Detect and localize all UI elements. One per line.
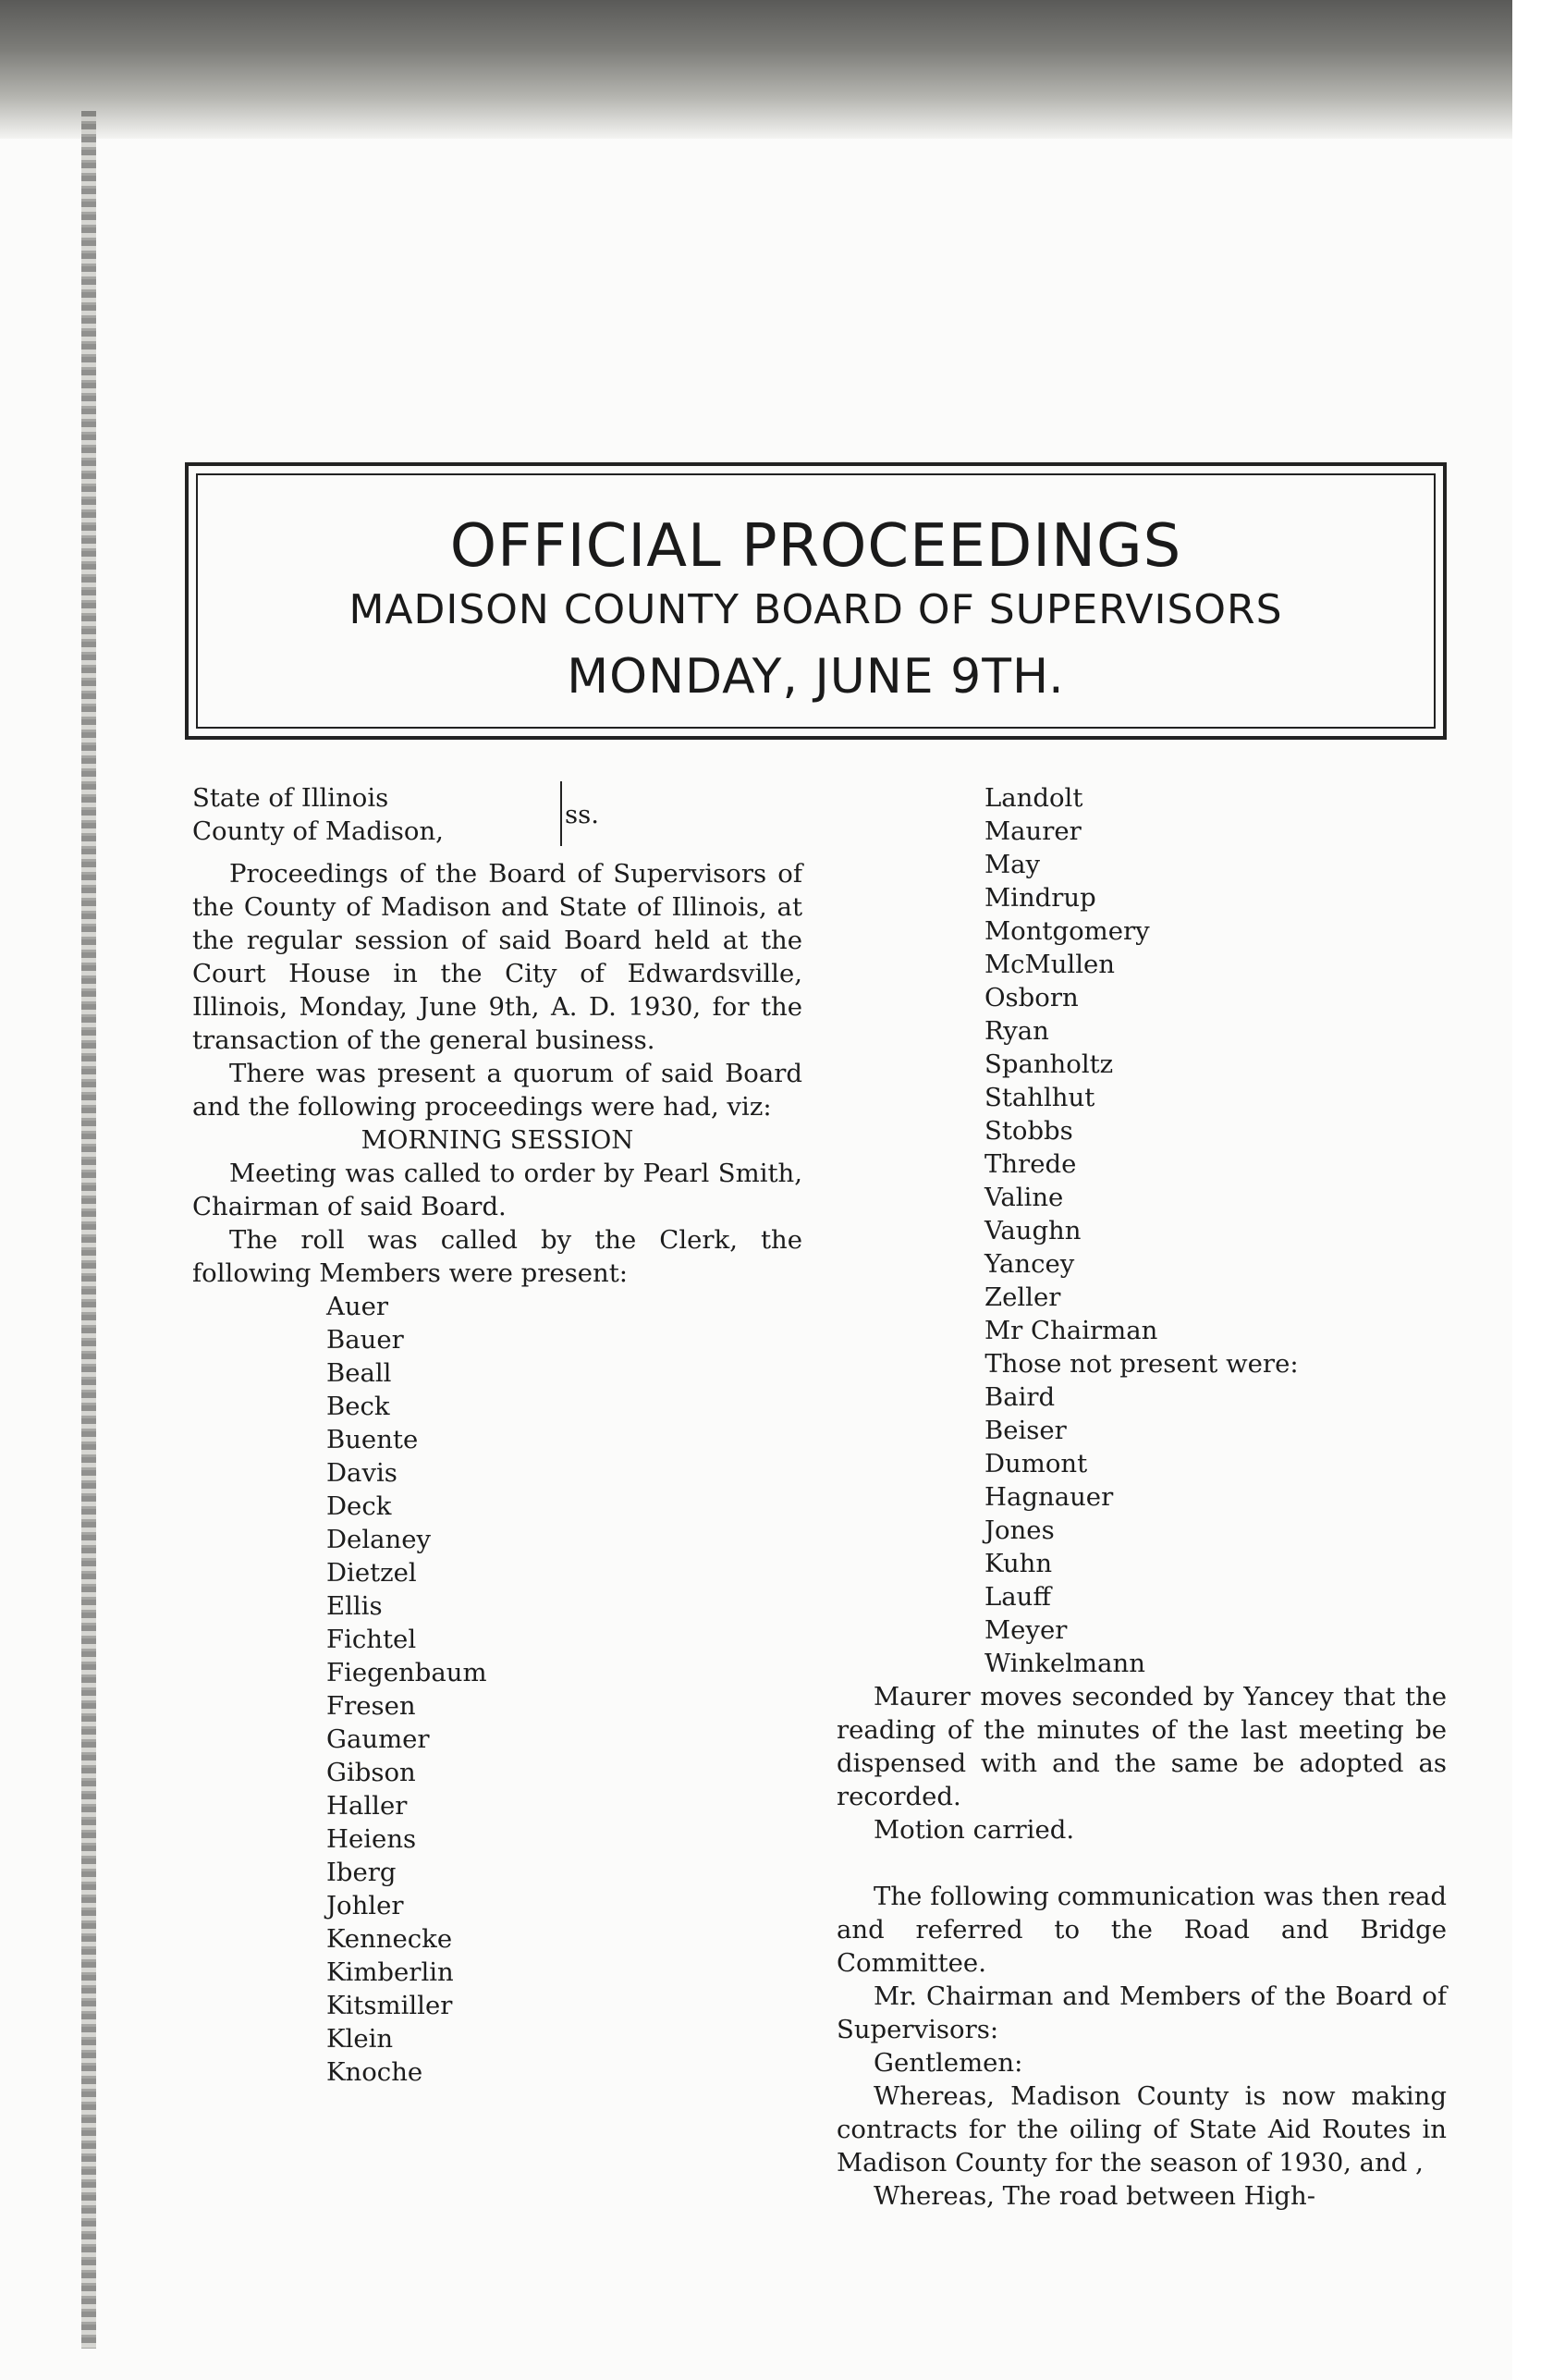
member-name: Ellis xyxy=(326,1591,383,1621)
member-name: Ryan xyxy=(984,1016,1049,1046)
member-name: Beck xyxy=(326,1392,390,1421)
spacer xyxy=(837,1846,1447,1880)
member-name: Mr Chairman xyxy=(984,1316,1158,1345)
member-name: Osborn xyxy=(984,983,1079,1012)
member-name: Fichtel xyxy=(326,1625,417,1654)
member-name: Klein xyxy=(326,2024,394,2054)
member-name: Haller xyxy=(326,1791,408,1821)
venue-county: County of Madison, xyxy=(192,816,444,846)
member-name: Yancey xyxy=(984,1249,1075,1279)
right-column xyxy=(837,781,1447,2213)
meeting-date: MONDAY, JUNE 9TH. xyxy=(567,649,1065,705)
venue-brace xyxy=(551,781,562,846)
member-name: Stahlhut xyxy=(984,1083,1095,1112)
member-name: Spanholtz xyxy=(984,1049,1114,1079)
letter-salutation: Mr. Chairman and Members of the Board of Supervisors: xyxy=(837,1981,1447,2044)
member-name: Dietzel xyxy=(326,1558,417,1588)
absent-heading: Those not present were: xyxy=(984,1349,1299,1379)
motion-paragraph: Maurer moves seconded by Yancey that the reading of the minutes of the last meeting be dispensed with and the same be adopted as recorded. xyxy=(837,1682,1447,1811)
page-subtitle: MADISON COUNTY BOARD OF SUPERVISORS xyxy=(349,586,1283,633)
member-name: Iberg xyxy=(326,1858,397,1887)
title-box xyxy=(185,462,1447,740)
member-name: Stobbs xyxy=(984,1116,1073,1146)
member-name: Delaney xyxy=(326,1525,432,1554)
present-members-list-left xyxy=(192,1290,802,2089)
member-name: Fresen xyxy=(326,1691,416,1721)
absent-member-name: Lauff xyxy=(984,1582,1051,1612)
member-name: Knoche xyxy=(326,2057,423,2087)
intro-paragraph-2: There was present a quorum of said Board and the following proceedings were had, viz: xyxy=(192,1059,802,1122)
member-name: Beall xyxy=(326,1358,392,1388)
member-name: Fiegenbaum xyxy=(326,1658,487,1687)
scan-margin-right xyxy=(1512,0,1553,2380)
member-name: Vaughn xyxy=(984,1216,1082,1245)
member-name: Bauer xyxy=(326,1325,404,1355)
member-name: McMullen xyxy=(984,950,1116,979)
absent-member-name: Dumont xyxy=(984,1449,1088,1478)
member-name: Landolt xyxy=(984,783,1083,813)
member-name: May xyxy=(984,850,1041,879)
member-name: Gaumer xyxy=(326,1724,430,1754)
member-name: Montgomery xyxy=(984,916,1150,946)
member-name: Johler xyxy=(326,1891,404,1920)
absent-members-list xyxy=(837,1380,1447,1680)
intro-paragraph-1: Proceedings of the Board of Supervisors of the County of Madison and State of Illinois, at the regular session of said Board held at the Court House in the City of Edwardsville, Illinois, Monday, June 9th, A. D. 1930, for the transaction of the general business. xyxy=(192,859,802,1055)
present-members-list-right xyxy=(837,781,1447,1347)
scan-shadow-left xyxy=(81,111,96,2349)
absent-member-name: Jones xyxy=(984,1515,1055,1545)
absent-member-name: Baird xyxy=(984,1382,1056,1412)
communication-intro: The following communication was then read and referred to the Road and Bridge Committee. xyxy=(837,1882,1447,1978)
venue-state: State of Illinois xyxy=(192,783,389,813)
motion-result: Motion carried. xyxy=(874,1815,1075,1845)
member-name: Kennecke xyxy=(326,1924,453,1954)
scan-shadow-top xyxy=(0,0,1516,139)
member-name: Threde xyxy=(984,1149,1077,1179)
letter-whereas-2: Whereas, The road between High- xyxy=(874,2181,1316,2211)
left-column xyxy=(192,781,802,2089)
spacer xyxy=(192,848,802,857)
member-name: Mindrup xyxy=(984,883,1096,913)
member-name: Kimberlin xyxy=(326,1957,454,1987)
member-name: Buente xyxy=(326,1425,419,1454)
session-paragraph-1: Meeting was called to order by Pearl Smith, Chairman of said Board. xyxy=(192,1159,802,1221)
venue-block xyxy=(192,781,802,848)
member-name: Zeller xyxy=(984,1282,1061,1312)
member-name: Kitsmiller xyxy=(326,1991,453,2020)
member-name: Gibson xyxy=(326,1758,416,1787)
member-name: Auer xyxy=(326,1292,388,1321)
member-name: Davis xyxy=(326,1458,397,1488)
letter-greeting: Gentlemen: xyxy=(874,2048,1023,2078)
absent-member-name: Winkelmann xyxy=(984,1649,1145,1678)
member-name: Heiens xyxy=(326,1824,417,1854)
absent-member-name: Hagnauer xyxy=(984,1482,1114,1512)
page-title: OFFICIAL PROCEEDINGS xyxy=(449,512,1182,581)
member-name: Maurer xyxy=(984,816,1082,846)
member-name: Valine xyxy=(984,1183,1064,1212)
session-heading: MORNING SESSION xyxy=(361,1125,634,1155)
absent-member-name: Meyer xyxy=(984,1615,1068,1645)
venue-ss: ss. xyxy=(565,800,599,829)
absent-member-name: Kuhn xyxy=(984,1549,1053,1578)
absent-member-name: Beiser xyxy=(984,1416,1067,1445)
letter-whereas-1: Whereas, Madison County is now making contracts for the oiling of State Aid Routes in Madison County for the season of 1930, and , xyxy=(837,2081,1447,2178)
member-name: Deck xyxy=(326,1491,392,1521)
session-paragraph-2: The roll was called by the Clerk, the following Members were present: xyxy=(192,1225,802,1288)
